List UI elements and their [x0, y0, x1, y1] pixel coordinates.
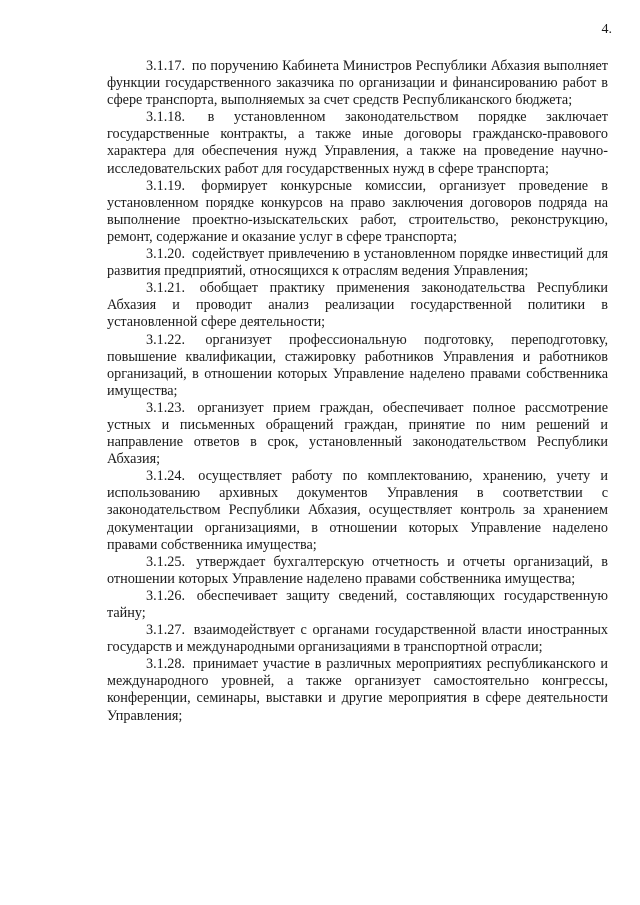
paragraph-text: принимает участие в различных мероприятиях республиканского и международного уровней, а также организует самостоятельно конгрессы, конференции, семинары, выставки и другие мероприятия в сфере деятельности Управления;: [107, 656, 609, 724]
paragraph-number: 3.1.18.: [146, 109, 186, 126]
paragraph-number: 3.1.22.: [146, 331, 186, 348]
paragraph-text: организует прием граждан, обеспечивает полное рассмотрение устных и письменных обращений граждан, принятие по ним решений и направление ответов в срок, установленный законодательством Республики Абхазия;: [107, 399, 608, 468]
paragraph-number: 3.1.26.: [146, 587, 186, 604]
paragraph-3-1-20: [107, 246, 608, 280]
paragraph-number: 3.1.19.: [146, 177, 186, 194]
paragraph-3-1-28: [107, 656, 608, 724]
paragraph-number: 3.1.24.: [146, 468, 186, 485]
paragraph-3-1-21: [107, 280, 608, 331]
paragraph-number: 3.1.21.: [146, 280, 186, 297]
paragraph-number: 3.1.17.: [146, 58, 186, 74]
page-number: 4.: [601, 22, 612, 37]
paragraph-text: в установленном законодательством порядке заключает государственные контракты, а также иные договоры гражданско-правового характера для обеспечения нужд Управления, а также на проведение научно-исследовательских работ для государственных нужд в сфере транспорта;: [107, 109, 608, 177]
paragraph-3-1-17: [107, 58, 608, 109]
paragraph-text: утверждает бухгалтерскую отчетность и отчеты организаций, в отношении которых Управление наделено правами собственника имущества;: [107, 553, 608, 587]
paragraph-3-1-26: [107, 588, 608, 622]
paragraph-text: организует профессиональную подготовку, переподготовку, повышение квалификации, стажировку работников Управления и работников организаций, в отношении которых Управление наделено правами собственника имущества;: [107, 331, 609, 399]
paragraph-3-1-24: [107, 468, 608, 553]
paragraph-3-1-27: [107, 622, 608, 656]
paragraph-3-1-25: [107, 554, 608, 588]
paragraph-text: обобщает практику применения законодательства Республики Абхазия и проводит анализ реализации государственной политики в установленной сфере деятельности;: [107, 280, 608, 331]
paragraph-text: содействует привлечению в установленном порядке инвестиций для развития предприятий, относящихся к отраслям ведения Управления;: [107, 246, 609, 280]
paragraph-number: 3.1.20.: [146, 246, 186, 263]
paragraph-text: взаимодействует с органами государственной власти иностранных государств и международными организациями в транспортной отрасли;: [107, 622, 608, 656]
document-body: [107, 58, 608, 725]
paragraph-3-1-22: [107, 332, 608, 400]
paragraph-3-1-23: [107, 400, 608, 468]
paragraph-number: 3.1.23.: [146, 399, 186, 416]
paragraph-text: по поручению Кабинета Министров Республики Абхазия выполняет функции государственного заказчика по организации и финансированию работ в сфере транспорта, выполняемых за счет средств Республиканского бюджета;: [107, 58, 608, 109]
paragraph-number: 3.1.25.: [146, 553, 186, 570]
paragraph-text: осуществляет работу по комплектованию, хранению, учету и использованию архивных документов Управления в соответствии с законодательством Республики Абхазия, осуществляет контроль за хранением документации организациями, в отношении которых Управление наделено правами собственника имущества;: [107, 468, 608, 553]
paragraph-number: 3.1.28.: [146, 656, 186, 673]
paragraph-3-1-19: [107, 178, 608, 246]
paragraph-number: 3.1.27.: [146, 622, 186, 639]
paragraph-text: обеспечивает защиту сведений, составляющих государственную тайну;: [107, 587, 608, 621]
paragraph-text: формирует конкурсные комиссии, организует проведение в установленном порядке конкурсов на право заключения договоров подряда на выполнение проектно-изыскательских работ, строительство, реконструкцию, ремонт, содержание и оказание услуг в сфере транспорта;: [107, 177, 609, 245]
paragraph-3-1-18: [107, 109, 608, 177]
